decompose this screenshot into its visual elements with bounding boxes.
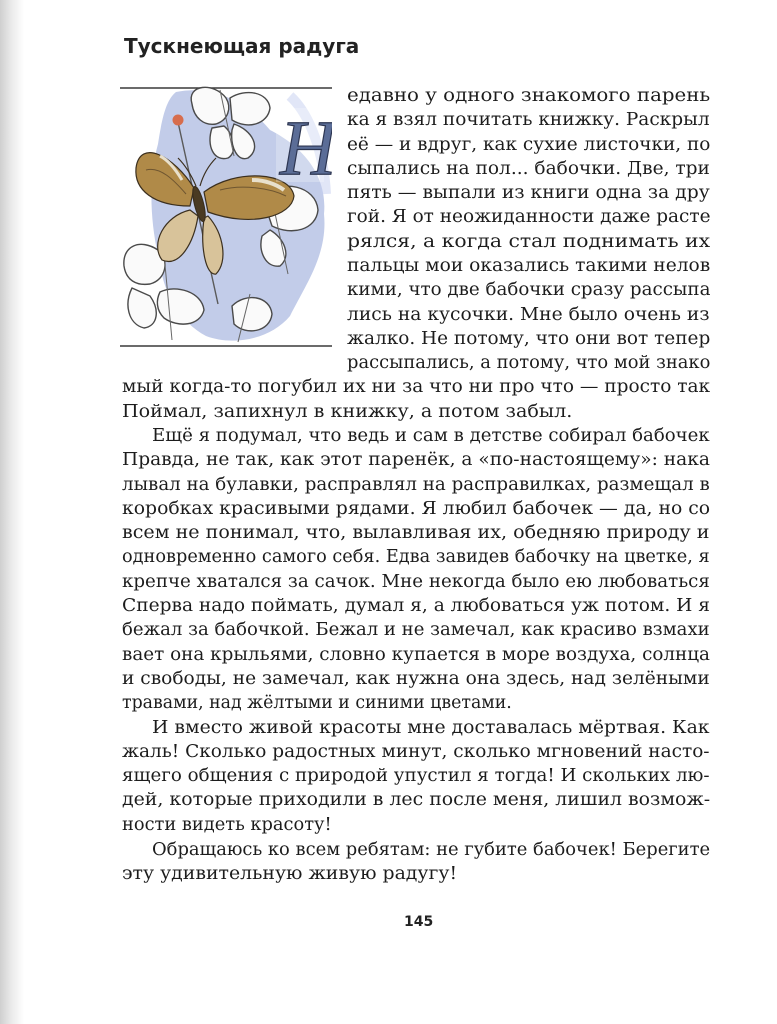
text-line: лывал на булавки, расправлял на расправилках, размещал в (122, 475, 710, 495)
text-line: бежал за бабочкой. Бежал и не замечал, как красиво взмахи (122, 620, 710, 640)
text-line: вает она крыльями, словно купается в море воздуха, солнца (122, 645, 710, 665)
text-line: ящего общения с природой упустил я тогда! И скольких лю- (122, 766, 710, 786)
text-line: лись на кусочки. Мне было очень из (347, 305, 710, 325)
pin-head (173, 115, 184, 126)
text-line: коробках красивыми рядами. Я любил бабочек — да, но со (122, 499, 711, 519)
text-line: её — и вдруг, как сухие листочки, по (347, 135, 711, 155)
page-title: Тускнеющая радуга (124, 34, 360, 58)
drop-cap-illustration (120, 84, 332, 350)
text-line: И вместо живой красоты мне доставалась мёртвая. Как (152, 718, 710, 738)
text-line: Ещё я подумал, что ведь и сам в детстве собирал бабочек (152, 426, 710, 446)
text-line: травами, над жёлтыми и синими цветами. (122, 693, 512, 713)
drop-cap-letter-group (276, 104, 332, 191)
text-line: кими, что две бабочки сразу рассыпа (347, 280, 711, 300)
text-line: ности видеть красоту! (122, 815, 332, 835)
page-binding-shadow (0, 0, 24, 1024)
text-line: гой. Я от неожиданности даже расте (347, 207, 711, 227)
text-line: мый когда-то погубил их ни за что ни про что — просто так (122, 377, 711, 397)
text-line: едавно у одного знакомого парень (347, 86, 711, 106)
text-line: Сперва надо поймать, думал я, а любоваться уж потом. И я (122, 596, 711, 616)
text-line: Правда, не так, как этот паренёк, а «по-настоящему»: нака (122, 450, 710, 470)
text-line: пять — выпали из книги одна за дру (347, 183, 710, 203)
text-line: сыпались на пол... бабочки. Две, три (347, 159, 710, 179)
text-line: рассыпались, а потому, что мой знако (347, 353, 711, 373)
text-line: жаль! Сколько радостных минут, сколько мгновений насто- (122, 742, 710, 762)
text-line: ка я взял почитать книжку. Раскрыл (347, 110, 710, 130)
text-line: Обращаюсь ко всем ребятам: не губите бабочек! Берегите (152, 840, 711, 860)
butterfly-collection-icon (120, 84, 332, 350)
text-line: крепче хватался за сачок. Мне некогда было ею любоваться (122, 572, 710, 592)
drop-cap-letter: Н (280, 104, 332, 191)
text-line: и свободы, не замечал, как нужна она здесь, над зелёными (122, 669, 710, 689)
text-line: дей, которые приходили в лес после меня, лишил возмож- (122, 790, 711, 810)
text-line: пальцы мои оказались такими нелов (347, 256, 711, 276)
text-line: эту удивительную живую радугу! (122, 864, 458, 884)
text-line: жалко. Не потому, что они вот тепер (347, 329, 711, 349)
text-line: рялся, а когда стал поднимать их (347, 232, 711, 252)
page-number: 145 (404, 914, 434, 930)
text-line: Поймал, запихнул в книжку, а потом забыл. (122, 402, 573, 422)
text-line: всем не понимал, что, вылавливая их, обедняю природу и (122, 523, 710, 543)
text-line: одновременно самого себя. Едва завидев бабочку на цветке, я (122, 547, 710, 567)
